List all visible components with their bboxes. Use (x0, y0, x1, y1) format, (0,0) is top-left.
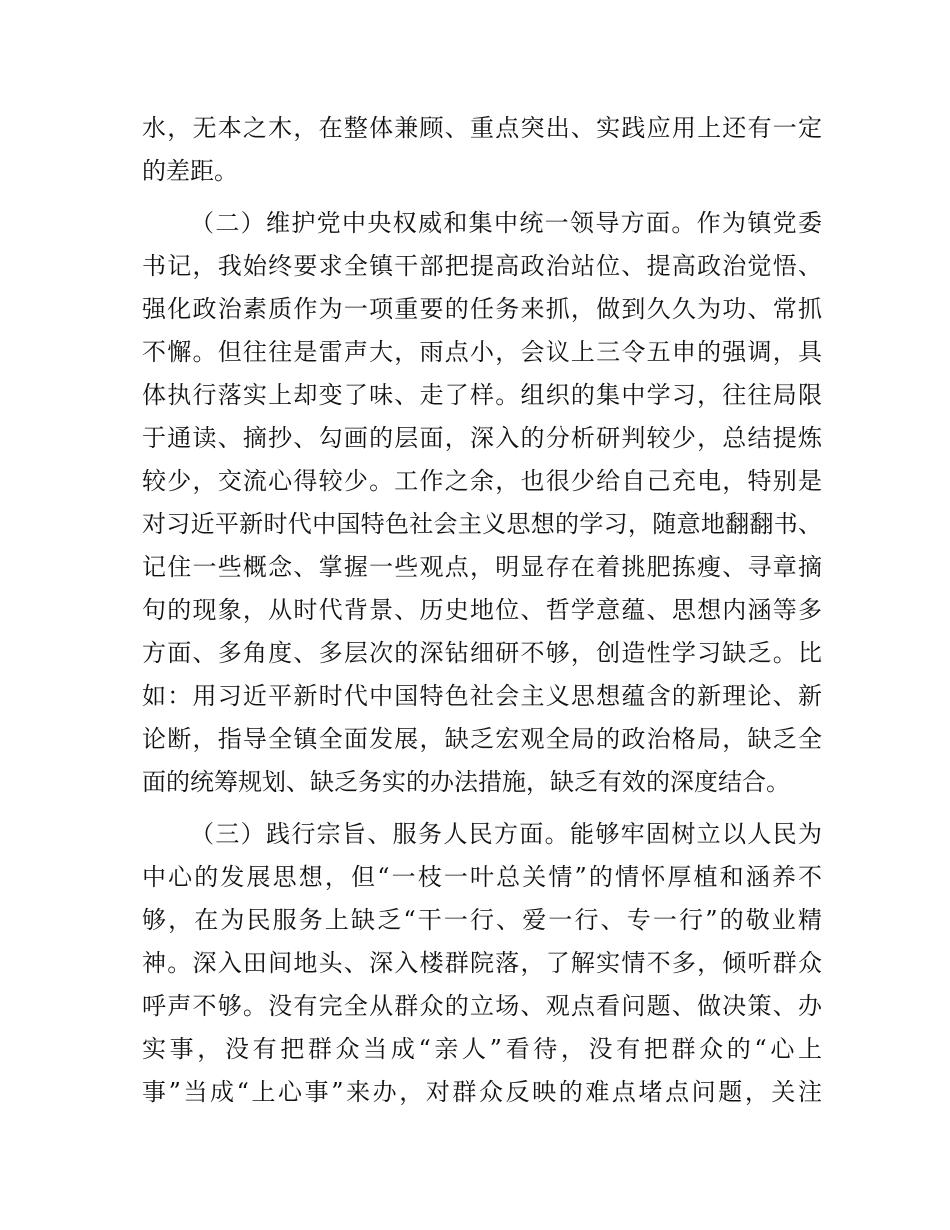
paragraph-heading-line: （三）践行宗旨、服务人民方面。能够牢固树立以人民为 (190, 820, 822, 848)
text-line: 呼声不够。没有完全从群众的立场、观点看问题、做决策、办 (142, 992, 822, 1020)
text-line: 水，无本之木，在整体兼顾、重点突出、实践应用上还有一定 (142, 114, 822, 142)
text-line: 句的现象，从时代背景、历史地位、哲学意蕴、思想内涵等多 (142, 596, 822, 624)
text-line: 体执行落实上却变了味、走了样。组织的集中学习，往往局限 (142, 381, 822, 409)
text-line: 论断，指导全镇全面发展，缺乏宏观全局的政治格局，缺乏全 (142, 725, 822, 753)
text-line: 面的统筹规划、缺乏务实的办法措施，缺乏有效的深度结合。 (142, 768, 790, 796)
text-line: 强化政治素质作为一项重要的任务来抓，做到久久为功、常抓 (142, 295, 822, 323)
text-line: 够，在为民服务上缺乏“干一行、爱一行、专一行”的敬业精 (142, 906, 822, 934)
text-line: 神。深入田间地头、深入楼群院落，了解实情不多，倾听群众 (142, 949, 822, 977)
text-line: 中心的发展思想，但“一枝一叶总关情”的情怀厚植和涵养不 (142, 863, 822, 891)
paragraph-heading-line: （二）维护党中央权威和集中统一领导方面。作为镇党委 (190, 209, 822, 237)
text-line: 的差距。 (142, 157, 238, 185)
text-line: 于通读、摘抄、勾画的层面，深入的分析研判较少，总结提炼 (142, 424, 822, 452)
text-line: 较少，交流心得较少。工作之余，也很少给自己充电，特别是 (142, 467, 822, 495)
text-line: 不懈。但往往是雷声大，雨点小，会议上三令五申的强调，具 (142, 338, 822, 366)
text-line: 方面、多角度、多层次的深钻细研不够，创造性学习缺乏。比 (142, 639, 822, 667)
text-line: 事”当成“上心事”来办，对群众反映的难点堵点问题，关注 (142, 1078, 822, 1106)
text-line: 如：用习近平新时代中国特色社会主义思想蕴含的新理论、新 (142, 682, 822, 710)
text-line: 实事，没有把群众当成“亲人”看待，没有把群众的“心上 (142, 1035, 822, 1063)
text-line: 书记，我始终要求全镇干部把提高政治站位、提高政治觉悟、 (142, 252, 822, 280)
text-line: 对习近平新时代中国特色社会主义思想的学习，随意地翻翻书、 (142, 510, 822, 538)
text-line: 记住一些概念、掌握一些观点，明显存在着挑肥拣瘦、寻章摘 (142, 553, 822, 581)
